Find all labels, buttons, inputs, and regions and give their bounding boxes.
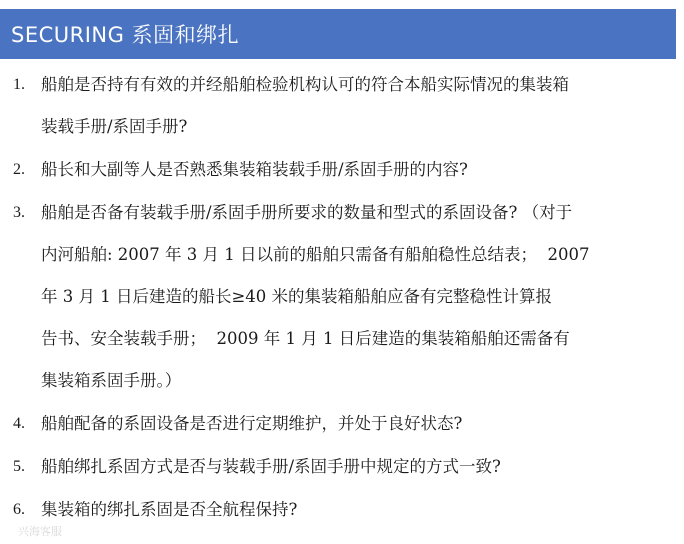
checklist-item-4	[0, 403, 684, 445]
checklist	[0, 64, 684, 532]
item-number: 4.	[13, 415, 25, 432]
item-line: 船舶是否持有有效的并经船舶检验机构认可的符合本船实际情况的集装箱	[41, 75, 569, 94]
item-number: 6.	[13, 501, 25, 518]
item-line: 集装箱的绑扎系固是否全航程保持?	[41, 500, 298, 519]
checklist-item-6	[0, 489, 684, 531]
item-line: 集装箱系固手册。）	[41, 371, 182, 390]
checklist-item-1	[0, 64, 684, 148]
checklist-item-5	[0, 446, 684, 488]
item-line: 船舶配备的系固设备是否进行定期维护，并处于良好状态?	[41, 414, 463, 433]
item-line: 年 3 月 1 日后建造的船长≥40 米的集装箱船舶应备有完整稳性计算报	[41, 287, 553, 306]
item-number: 1.	[13, 76, 25, 93]
item-line: 船长和大副等人是否熟悉集装箱装载手册/系固手册的内容?	[41, 160, 468, 179]
section-header	[0, 9, 676, 59]
checklist-item-2	[0, 149, 684, 191]
item-line: 告书、安全装载手册； 2009 年 1 月 1 日后建造的集装箱船舶还需备有	[41, 329, 570, 348]
section-title: SECURING 系固和绑扎	[11, 23, 240, 47]
checklist-item-3	[0, 192, 684, 402]
item-number: 5.	[13, 458, 25, 475]
item-number: 3.	[13, 204, 25, 221]
item-line: 装载手册/系固手册?	[41, 117, 188, 136]
item-line: 船舶绑扎系固方式是否与装载手册/系固手册中规定的方式一致?	[41, 457, 501, 476]
item-line: 内河船舶: 2007 年 3 月 1 日以前的船舶只需备有船舶稳性总结表； 2007	[41, 245, 590, 264]
watermark: 兴海客服	[18, 525, 62, 538]
item-number: 2.	[13, 161, 25, 178]
item-line: 船舶是否备有装载手册/系固手册所要求的数量和型式的系固设备? （对于	[41, 203, 573, 222]
